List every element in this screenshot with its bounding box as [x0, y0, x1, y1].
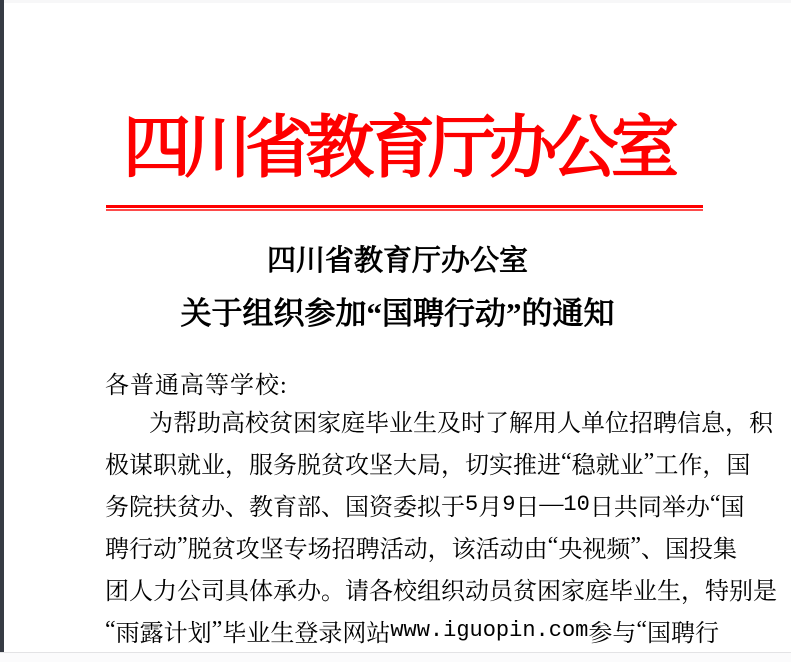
- body-line-5: 团 人 力 公 司 具 体 承 办 。 请 各 校 组 织 动 员 贫 困 家 庭 毕 业 生 ， 特 别 是: [105, 578, 777, 605]
- salutation: 各普通高等学校:: [105, 373, 288, 399]
- body-line-1: 为 帮 助 高 校 贫 困 家 庭 毕 业 生 及 时 了 解 用 人 单 位 招 聘 信 息 ， 积: [149, 410, 773, 437]
- document-title-line2: 关于组织参加“国聘行动”的通知: [180, 296, 615, 331]
- body-paragraph: [105, 399, 777, 651]
- document-title-line1: 四川省教育厅办公室: [266, 245, 528, 277]
- body-line-4: 聘 行 动 ” 脱 贫 攻 坚 专 场 招 聘 活 动 ， 该 活 动 由 “ 央 视 频 ” 、 国 投 集: [105, 532, 737, 563]
- viewer-top-edge: [4, 0, 791, 3]
- letterhead-agency-name: 四川省教育厅办公室: [122, 110, 672, 186]
- body-line-6: “ 雨 露 计 划 ” 毕 业 生 登 录 网 站 www.iguopin.com 参 与 “ 国 聘 行: [105, 616, 720, 647]
- body-line-3: 务 院 扶 贫 办 、 教 育 部 、 国 资 委 拟 于 5 月 9 日 — 10 日 共 同 举 办 “ 国: [105, 490, 745, 521]
- letterhead-divider-rule: [106, 205, 703, 211]
- body-line-2: 极 谋 职 就 业 ， 服 务 脱 贫 攻 坚 大 局 ， 切 实 推 进 “ 稳 就 业 ” 工 作 ， 国: [105, 448, 751, 479]
